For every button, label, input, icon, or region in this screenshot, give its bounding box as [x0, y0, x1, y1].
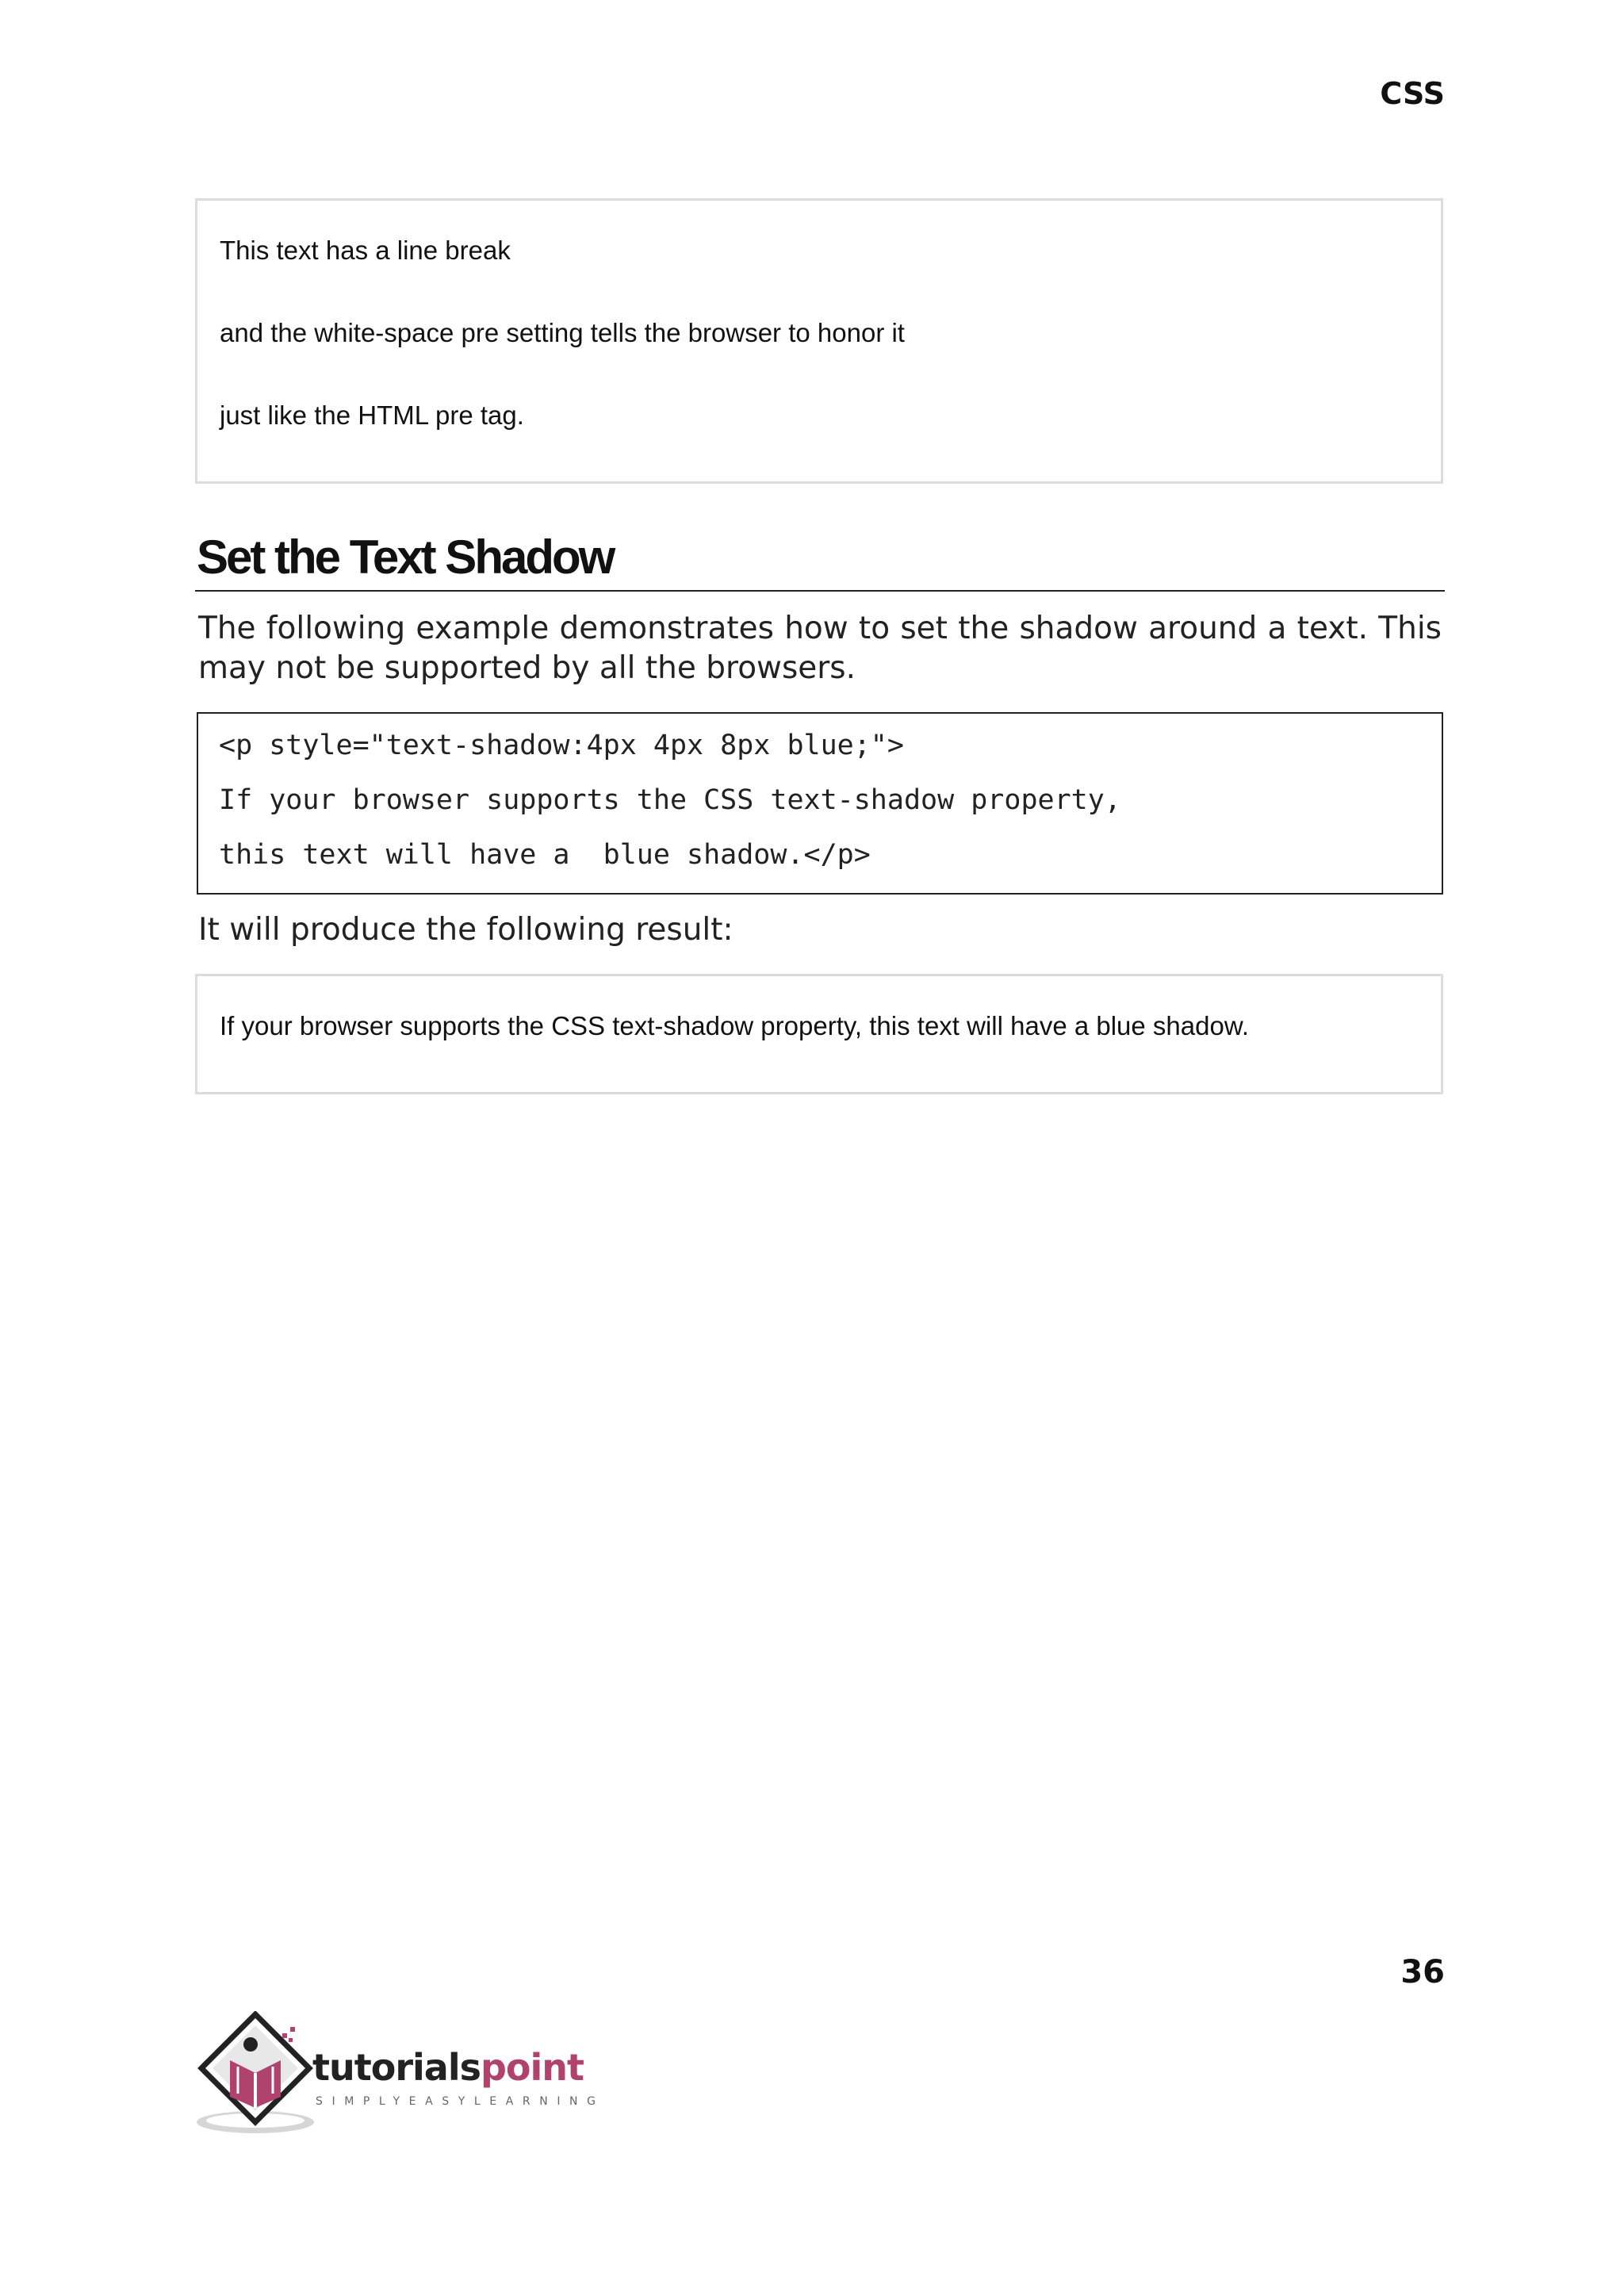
- logo-mark-icon: [195, 2011, 328, 2138]
- shadow-example-output-box: [195, 974, 1443, 1094]
- logo-wordmark: [312, 2046, 584, 2089]
- output-line: and the white-space pre setting tells the browser to honor it: [220, 318, 905, 347]
- section-heading: Set the Text Shadow: [197, 531, 614, 584]
- running-header: CSS: [1380, 76, 1445, 111]
- output-line: just like the HTML pre tag.: [220, 400, 524, 430]
- result-intro: It will produce the following result:: [198, 912, 733, 948]
- code-line: this text will have a blue shadow.</p>: [219, 839, 871, 871]
- page-number: 36: [1400, 1954, 1445, 1990]
- logo-word-tutorials: tutorials: [312, 2046, 481, 2089]
- logo-tagline: SIMPLYEASYLEARNING: [316, 2095, 605, 2108]
- code-block: [197, 712, 1443, 895]
- heading-rule: [195, 590, 1445, 592]
- code-line: <p style="text-shadow:4px 4px 8px blue;">: [219, 730, 904, 761]
- tutorialspoint-logo: [195, 2011, 623, 2138]
- intro-paragraph: The following example demonstrates how to set the shadow around a text. This may not be supported by all the browsers.: [198, 611, 1442, 686]
- output-line: If your browser supports the CSS text-shadow property, this text will have a blue shadow.: [220, 1011, 1250, 1040]
- output-line: This text has a line break: [220, 236, 511, 265]
- pre-example-output-box: [195, 198, 1443, 484]
- code-line: If your browser supports the CSS text-shadow property,: [219, 784, 1121, 816]
- logo-word-point: point: [480, 2046, 584, 2089]
